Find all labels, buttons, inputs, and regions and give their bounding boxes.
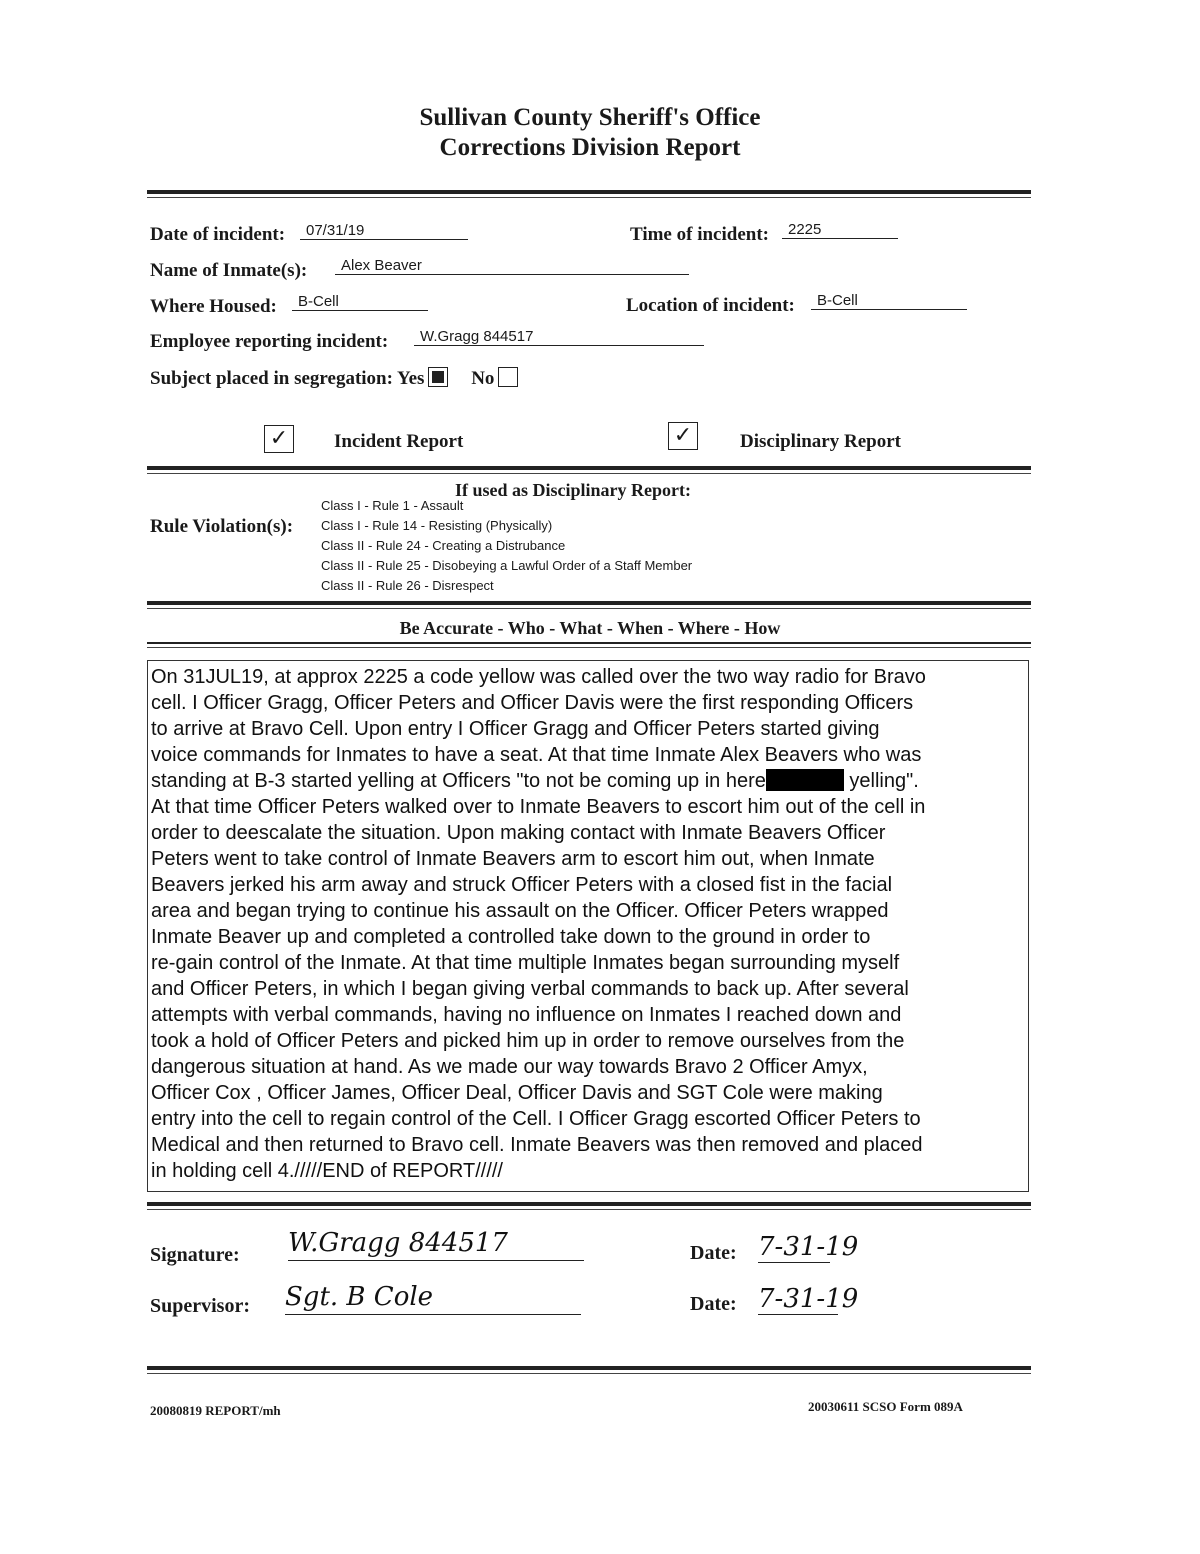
divider (147, 466, 1031, 474)
segregation-no-checkbox[interactable] (498, 367, 518, 387)
disciplinary-report-checkbox[interactable]: ✓ (668, 422, 698, 450)
narrative-line: entry into the cell to regain control of the Cell. I Officer Gragg escorted Officer Peters to (151, 1108, 921, 1130)
time-of-incident-label: Time of incident: (630, 224, 769, 245)
footer-form-number: 20030611 SCSO Form 089A (808, 1399, 963, 1414)
employee-reporting-label: Employee reporting incident: (150, 331, 389, 352)
narrative-line: voice commands for Inmates to have a seat. At that time Inmate Alex Beavers who was (151, 744, 922, 766)
violation-item: Class II - Rule 24 - Creating a Distrubance (321, 538, 566, 553)
supervisor-label: Supervisor: (150, 1295, 250, 1317)
narrative-line: Officer Cox , Officer James, Officer Deal, Officer Davis and SGT Cole were making (151, 1082, 883, 1104)
inmate-name-value: Alex Beaver (335, 257, 689, 275)
divider (147, 1202, 1031, 1210)
location-of-incident-label: Location of incident: (626, 295, 795, 316)
supervisor-date-label: Date: (690, 1293, 737, 1315)
narrative-line: Inmate Beaver up and completed a controlled take down to the ground in order to (151, 926, 871, 948)
rule-violations-list (321, 496, 692, 596)
violation-item: Class II - Rule 25 - Disobeying a Lawful Order of a Staff Member (321, 558, 693, 573)
narrative-line: At that time Officer Peters walked over to Inmate Beavers to escort him out of the cell in (151, 796, 926, 818)
incident-report-checkbox[interactable]: ✓ (264, 425, 294, 453)
narrative-text-before-redaction: standing at B-3 started yelling at Officers "to not be coming up in here (151, 770, 766, 792)
segregation-no-label: No (471, 368, 495, 389)
inmate-name-label: Name of Inmate(s): (150, 260, 308, 281)
disciplinary-report-label: Disciplinary Report (740, 431, 901, 452)
segregation-row (150, 367, 518, 390)
violation-item: Class I - Rule 14 - Resisting (Physically) (321, 518, 553, 533)
narrative-line: dangerous situation at hand. As we made our way towards Bravo 2 Officer Amyx, (151, 1056, 868, 1078)
narrative-line: in holding cell 4./////END of REPORT///// (151, 1160, 503, 1182)
narrative-line: Beavers jerked his arm away and struck Officer Peters with a closed fist in the facial (151, 874, 893, 896)
divider (147, 642, 1031, 648)
incident-report-label: Incident Report (334, 431, 464, 452)
divider (147, 190, 1031, 198)
employee-signature: W.Gragg 844517 (288, 1228, 584, 1261)
narrative-line: order to deescalate the situation. Upon making contact with Inmate Beavers Officer (151, 822, 886, 844)
divider (147, 1366, 1031, 1374)
narrative-line-redacted (151, 768, 1027, 794)
accuracy-heading: Be Accurate - Who - What - When - Where - How (399, 618, 781, 638)
divider (147, 601, 1031, 609)
disciplinary-heading: If used as Disciplinary Report: (455, 480, 692, 500)
narrative-line: attempts with verbal commands, having no influence on Inmates I reached down and (151, 1004, 902, 1026)
report-division-title: Corrections Division Report (439, 134, 741, 161)
date-of-incident-value: 07/31/19 (300, 222, 468, 240)
signature-label: Signature: (150, 1244, 240, 1266)
rule-violations-label: Rule Violation(s): (150, 516, 294, 537)
narrative-line: cell. I Officer Gragg, Officer Peters and Officer Davis were the first responding Officers (151, 692, 914, 714)
time-of-incident-value: 2225 (782, 221, 898, 239)
signature-date-label: Date: (690, 1242, 737, 1264)
date-of-incident-label: Date of incident: (150, 224, 286, 245)
footer-left-code: 20080819 REPORT/mh (150, 1403, 281, 1418)
narrative-line: took a hold of Officer Peters and picked him up in order to remove ourselves from the (151, 1030, 905, 1052)
segregation-yes-label: Subject placed in segregation: Yes (150, 368, 425, 389)
narrative-line: area and began trying to continue his assault on the Officer. Officer Peters wrapped (151, 900, 889, 922)
where-housed-value: B-Cell (292, 293, 428, 311)
segregation-yes-checkbox[interactable] (428, 367, 448, 387)
violation-item: Class I - Rule 1 - Assault (321, 498, 464, 513)
location-of-incident-value: B-Cell (811, 292, 967, 310)
narrative-line: Medical and then returned to Bravo cell. Inmate Beavers was then removed and placed (151, 1134, 923, 1156)
where-housed-label: Where Housed: (150, 296, 277, 317)
employee-reporting-value: W.Gragg 844517 (414, 328, 704, 346)
narrative-line: to arrive at Bravo Cell. Upon entry I Officer Gragg and Officer Peters started giving (151, 718, 880, 740)
supervisor-date-value: 7-31-19 (758, 1284, 859, 1314)
supervisor-signature: Sgt. B Cole (285, 1282, 581, 1315)
narrative-line: On 31JUL19, at approx 2225 a code yellow was called over the two way radio for Bravo (151, 666, 926, 688)
redaction-bar (766, 769, 844, 791)
violation-item: Class II - Rule 26 - Disrespect (321, 578, 494, 593)
narrative-text (151, 664, 1027, 1184)
report-agency-title: Sullivan County Sheriff's Office (419, 104, 761, 131)
narrative-line: and Officer Peters, in which I began giving verbal commands to back up. After several (151, 978, 909, 1000)
narrative-line: re-gain control of the Inmate. At that time multiple Inmates began surrounding myself (151, 952, 900, 974)
signature-date-value: 7-31-19 (758, 1232, 859, 1262)
narrative-line: Peters went to take control of Inmate Beavers arm to escort him out, when Inmate (151, 848, 875, 870)
narrative-text-after-redaction: yelling". (843, 770, 919, 792)
